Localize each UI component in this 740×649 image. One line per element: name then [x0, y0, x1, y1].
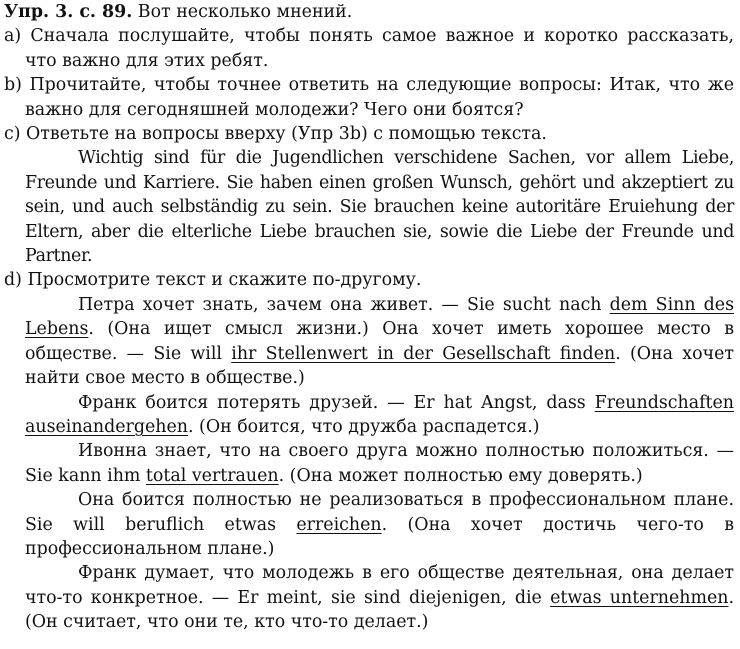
- underlined-phrase: total vertrauen: [145, 465, 279, 486]
- paragraph-text: Она боится полностью не реализоваться в профессиональном плане. Sie will beruflich etwas: [25, 490, 734, 535]
- exercise-intro: Вот несколько мнений.: [132, 2, 353, 22]
- paragraph-text: Петра хочет знать, зачем она живет. — Sie sucht nach: [78, 294, 610, 315]
- paragraph-text: . (Он боится, что дружба распадется.): [187, 416, 540, 437]
- paragraph-petra: [4, 293, 734, 391]
- paragraph-text: . (Она хочет достичь чего-то в профессиональном плане.): [25, 514, 734, 559]
- paragraph-text: . (Она может полностью ему доверять.): [278, 465, 643, 486]
- paragraph-career: [4, 488, 734, 561]
- underlined-phrase: dem Sinn des Lebens: [25, 294, 734, 340]
- paragraph-text: . (Она ищет смысл жизни.) Она хочет иметь хорошее место в обществе. — Sie will: [25, 319, 734, 364]
- paragraph-text: Франк думает, что молодежь в его обществе деятельная, она делает что-то конкретное. — Er meint, sie sind diejenigen, die: [25, 563, 734, 608]
- paragraph-text: . (Он считает, что они те, кто что-то делает.): [25, 587, 734, 633]
- task-b: b) Прочитайте, чтобы точнее ответить на следующие вопросы: Итак, что же важно для сегодняшней молодежи? Чего они боятся?: [4, 75, 734, 120]
- paragraph-frank-society: [4, 561, 734, 634]
- paragraph-yvonne: [4, 439, 734, 488]
- underlined-phrase: erreichen: [296, 514, 382, 535]
- task-c: c) Ответьте на вопросы вверху (Упр 3b) с помощью текста.: [4, 124, 547, 145]
- exercise-heading: [4, 0, 734, 24]
- task-d: d) Просмотрите текст и скажите по-другому.: [4, 270, 422, 291]
- underlined-phrase: etwas unternehmen: [550, 587, 729, 608]
- underlined-phrase: ihr Stellenwert in der Gesellschaft finden: [231, 343, 616, 364]
- paragraph-frank-friends: [4, 391, 734, 440]
- task-a: a) Сначала послушайте, чтобы понять самое важное и коротко рассказать, что важно для этих ребят.: [4, 26, 734, 71]
- german-text: Wichtig sind für die Jugendlichen verschidene Sachen, vor allem Liebe, Freunde und Karriere. Sie haben einen großen Wunsch, gehört und akzeptiert zu sein, und auch selbständig zu sein. Sie brauchen keine autoritäre Eruiehung der Eltern, aber die elterliche Liebe brauchen sie, sowie die Liebe der Freunde und Partner.: [25, 148, 734, 267]
- exercise-number: Упр. 3. с. 89.: [4, 2, 133, 22]
- paragraph-text: . (Она хочет найти свое место в обществе.): [25, 343, 734, 389]
- underlined-phrase: Freundschaften auseinandergehen: [25, 392, 734, 437]
- paragraph-text: Ивонна знает, что на своего друга можно полностью положиться. — Sie kann ihm: [25, 441, 734, 486]
- paragraph-text: Франк боится потерять друзей. — Er hat Angst, dass: [78, 392, 595, 413]
